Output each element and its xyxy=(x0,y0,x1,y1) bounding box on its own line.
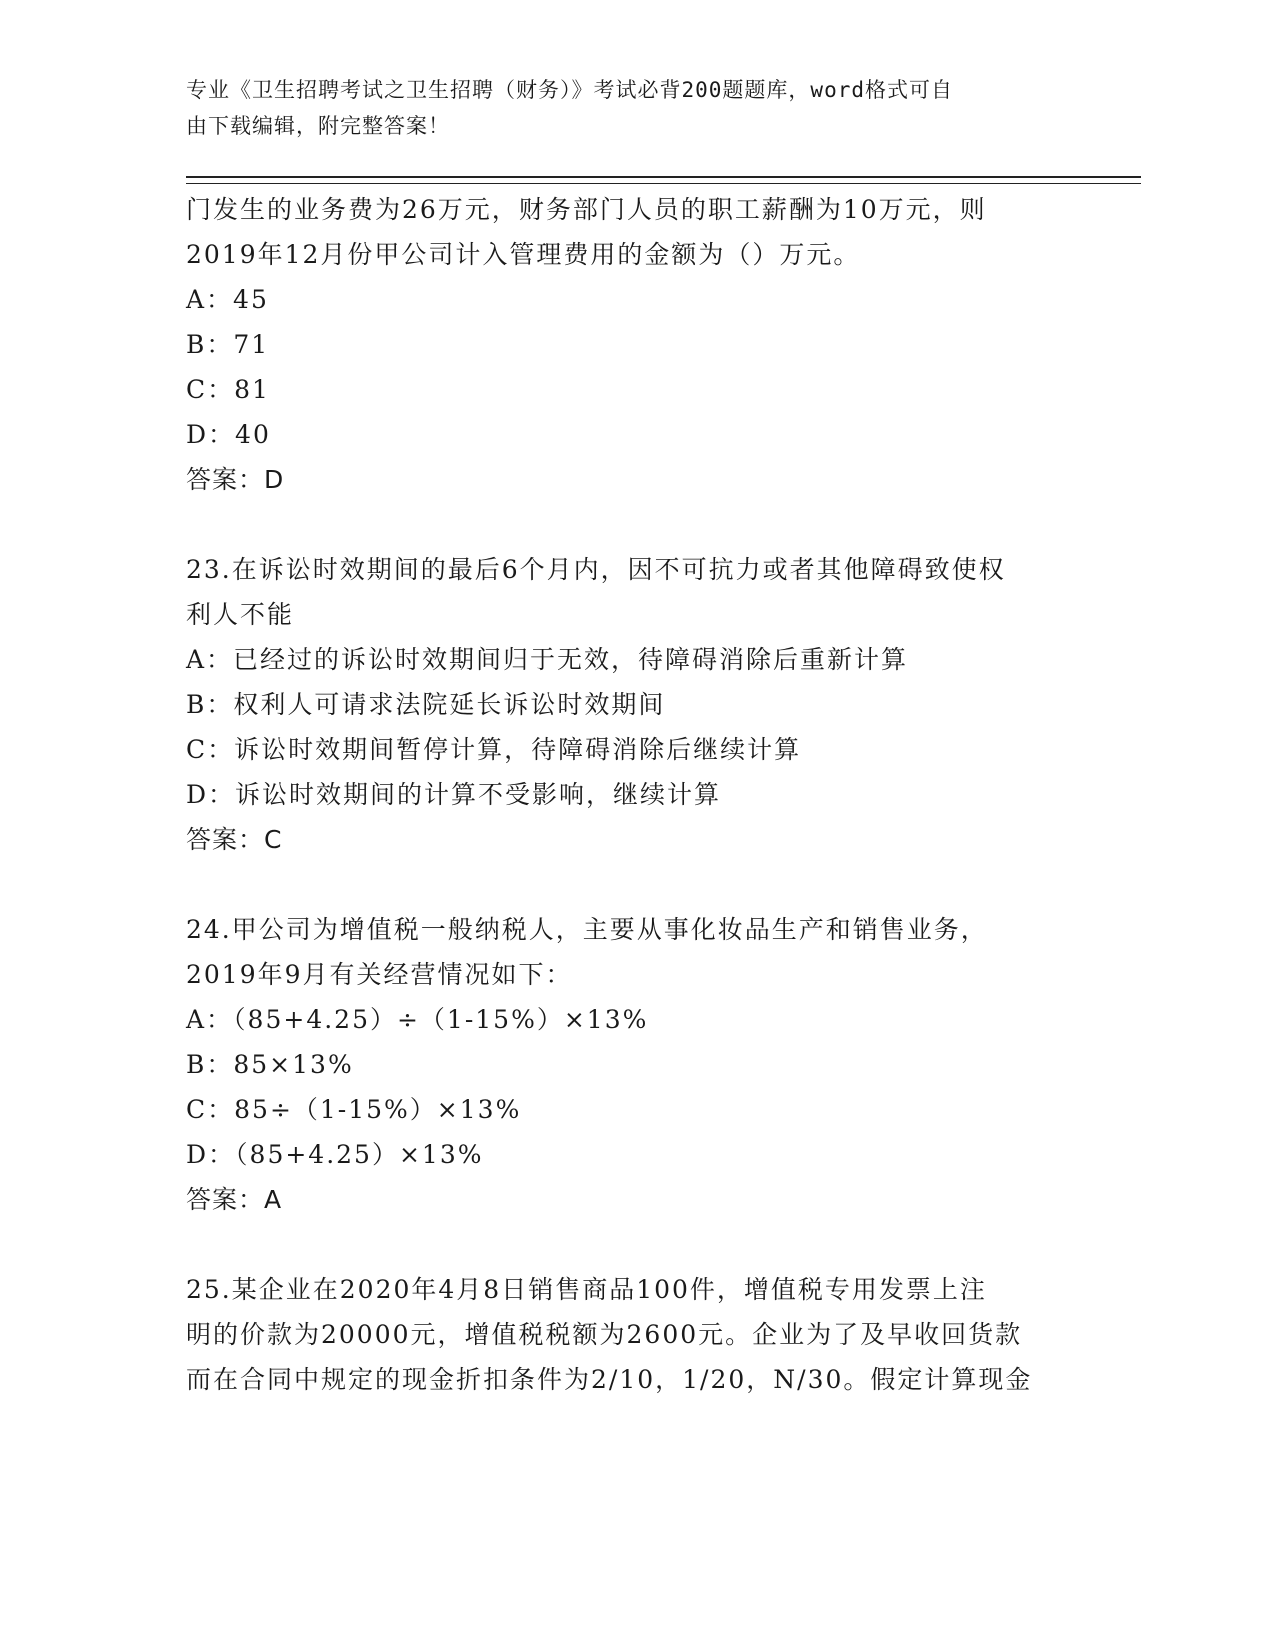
option-c: C：85÷（1-15%）×13% xyxy=(186,1095,522,1124)
question-24 xyxy=(186,907,1086,1222)
question-stem-line: 而在合同中规定的现金折扣条件为2/10，1/20，N/30。假定计算现金 xyxy=(186,1365,1033,1394)
answer-line: 答案：D xyxy=(186,465,285,494)
question-list xyxy=(186,187,1086,1402)
option-c: C：诉讼时效期间暂停计算，待障碍消除后继续计算 xyxy=(186,735,802,764)
answer-line: 答案：A xyxy=(186,1185,283,1214)
option-d: D：（85+4.25）×13% xyxy=(186,1140,484,1169)
question-stem-line: 24.甲公司为增值税一般纳税人，主要从事化妆品生产和销售业务， xyxy=(186,915,988,944)
question-23 xyxy=(186,547,1086,862)
option-d: D：诉讼时效期间的计算不受影响，继续计算 xyxy=(186,780,722,809)
question-stem-line: 2019年9月有关经营情况如下： xyxy=(186,960,573,989)
question-22 xyxy=(186,187,1086,502)
option-b: B：71 xyxy=(186,330,270,359)
answer-line: 答案：C xyxy=(186,825,283,854)
question-stem-line: 25.某企业在2020年4月8日销售商品100件，增值税专用发票上注 xyxy=(186,1275,987,1304)
option-a: A：（85+4.25）÷（1-15%）×13% xyxy=(186,1005,649,1034)
question-stem-line: 2019年12月份甲公司计入管理费用的金额为（）万元。 xyxy=(186,240,861,269)
question-stem-line: 门发生的业务费为26万元，财务部门人员的职工薪酬为10万元，则 xyxy=(186,195,987,224)
header-title-line-2: 由下载编辑，附完整答案！ xyxy=(186,114,450,138)
document-header xyxy=(186,72,1066,144)
question-25 xyxy=(186,1267,1086,1402)
option-a: A：45 xyxy=(186,285,269,314)
question-stem-line: 利人不能 xyxy=(186,600,295,629)
option-b: B：权利人可请求法院延长诉讼时效期间 xyxy=(186,690,666,719)
option-c: C：81 xyxy=(186,375,270,404)
option-d: D：40 xyxy=(186,420,271,449)
option-b: B：85×13% xyxy=(186,1050,354,1079)
option-a: A：已经过的诉讼时效期间归于无效，待障碍消除后重新计算 xyxy=(186,645,909,674)
question-stem-line: 明的价款为20000元，增值税税额为2600元。企业为了及早收回货款 xyxy=(186,1320,1023,1349)
header-divider xyxy=(186,176,1141,184)
header-title-line-1: 专业《卫生招聘考试之卫生招聘（财务）》考试必背200题题库，word格式可自 xyxy=(186,78,953,102)
question-stem-line: 23.在诉讼时效期间的最后6个月内，因不可抗力或者其他障碍致使权 xyxy=(186,555,1006,584)
